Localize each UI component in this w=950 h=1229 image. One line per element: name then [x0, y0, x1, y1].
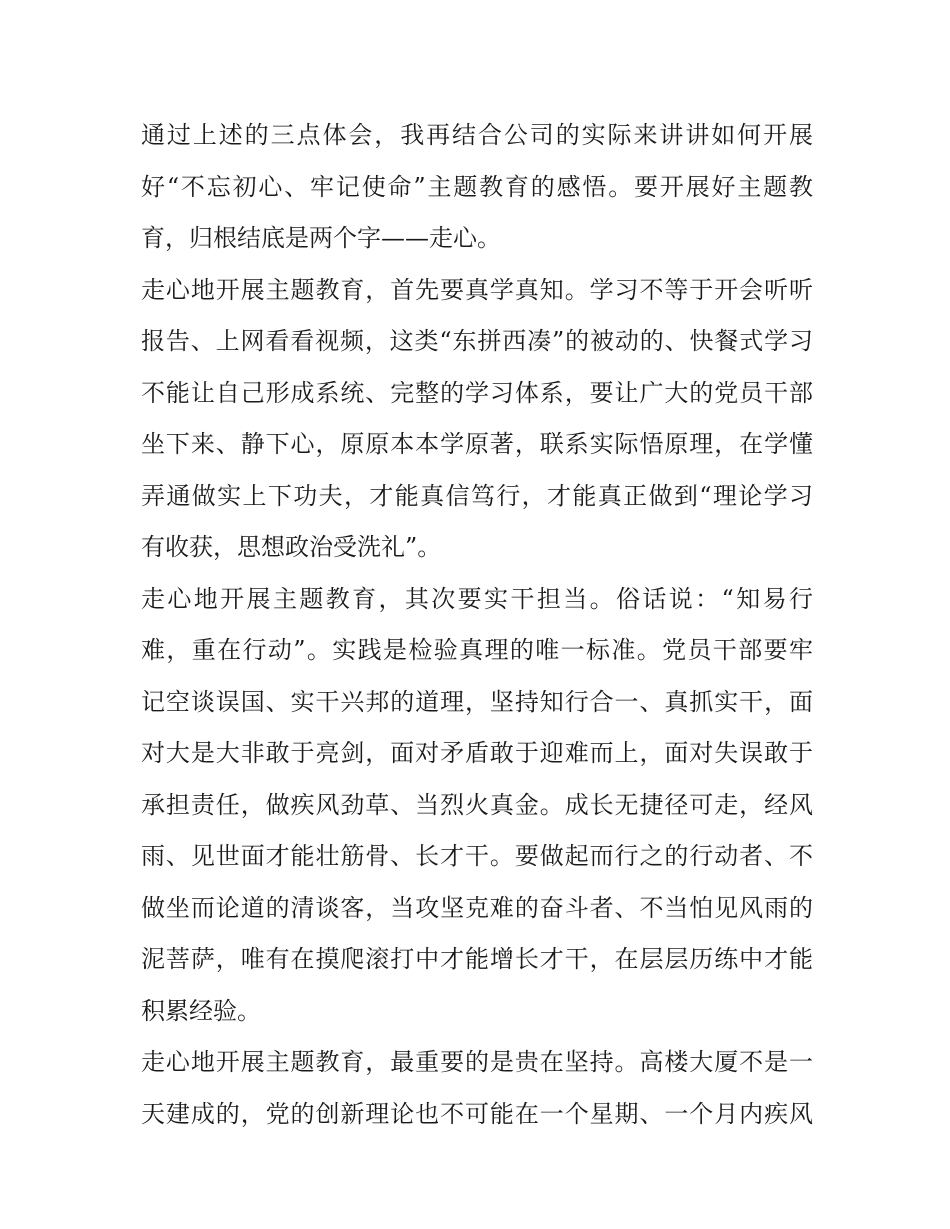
text-line: 弄通做实上下功夫，才能真信笃行，才能真正做到“理论学习: [141, 481, 813, 510]
paragraph: [141, 1037, 813, 1140]
text-line: 积累经验。: [141, 996, 261, 1025]
text-line: 对大是大非敢于亮剑，面对矛盾敢于迎难而上，面对失误敢于: [141, 739, 813, 767]
paragraph: [141, 574, 813, 1038]
text-line: 难，重在行动”。实践是检验真理的唯一标准。党员干部要牢: [141, 636, 813, 664]
text-line: 走心地开展主题教育，首先要真学真知。学习不等于开会听听: [141, 275, 813, 304]
document-body: [141, 110, 813, 1140]
text-line: 承担责任，做疾风劲草、当烈火真金。成长无捷径可走，经风: [141, 790, 813, 819]
text-line: 好“不忘初心、牢记使命”主题教育的感悟。要开展好主题教: [141, 172, 813, 201]
text-line: 报告、上网看看视频，这类“东拼西凑”的被动的、快餐式学习: [141, 327, 813, 355]
paragraph: [141, 265, 813, 574]
text-line: 坐下来、静下心，原原本本学原著，联系实际悟原理，在学懂: [141, 430, 813, 458]
paragraph: [141, 110, 813, 265]
text-line: 记空谈误国、实干兴邦的道理，坚持知行合一、真抓实干，面: [141, 687, 813, 716]
text-line: 有收获，思想政治受洗礼”。: [141, 533, 442, 561]
text-line: 走心地开展主题教育，最重要的是贵在坚持。高楼大厦不是一: [141, 1048, 813, 1076]
text-line: 泥菩萨，唯有在摸爬滚打中才能增长才干，在层层历练中才能: [141, 945, 813, 973]
text-line: 做坐而论道的清谈客，当攻坚克难的奋斗者、不当怕见风雨的: [141, 893, 813, 922]
text-line: 育，归根结底是两个字——走心。: [141, 224, 501, 252]
text-line: 走心地开展主题教育，其次要实干担当。俗话说：“知易行: [141, 584, 813, 613]
text-line: 雨、见世面才能壮筋骨、长才干。要做起而行之的行动者、不: [141, 842, 813, 870]
text-line: 不能让自己形成系统、完整的学习体系，要让广大的党员干部: [141, 378, 813, 407]
text-line: 通过上述的三点体会，我再结合公司的实际来讲讲如何开展: [141, 121, 813, 149]
text-line: 天建成的，党的创新理论也不可能在一个星期、一个月内疾风: [141, 1099, 813, 1128]
